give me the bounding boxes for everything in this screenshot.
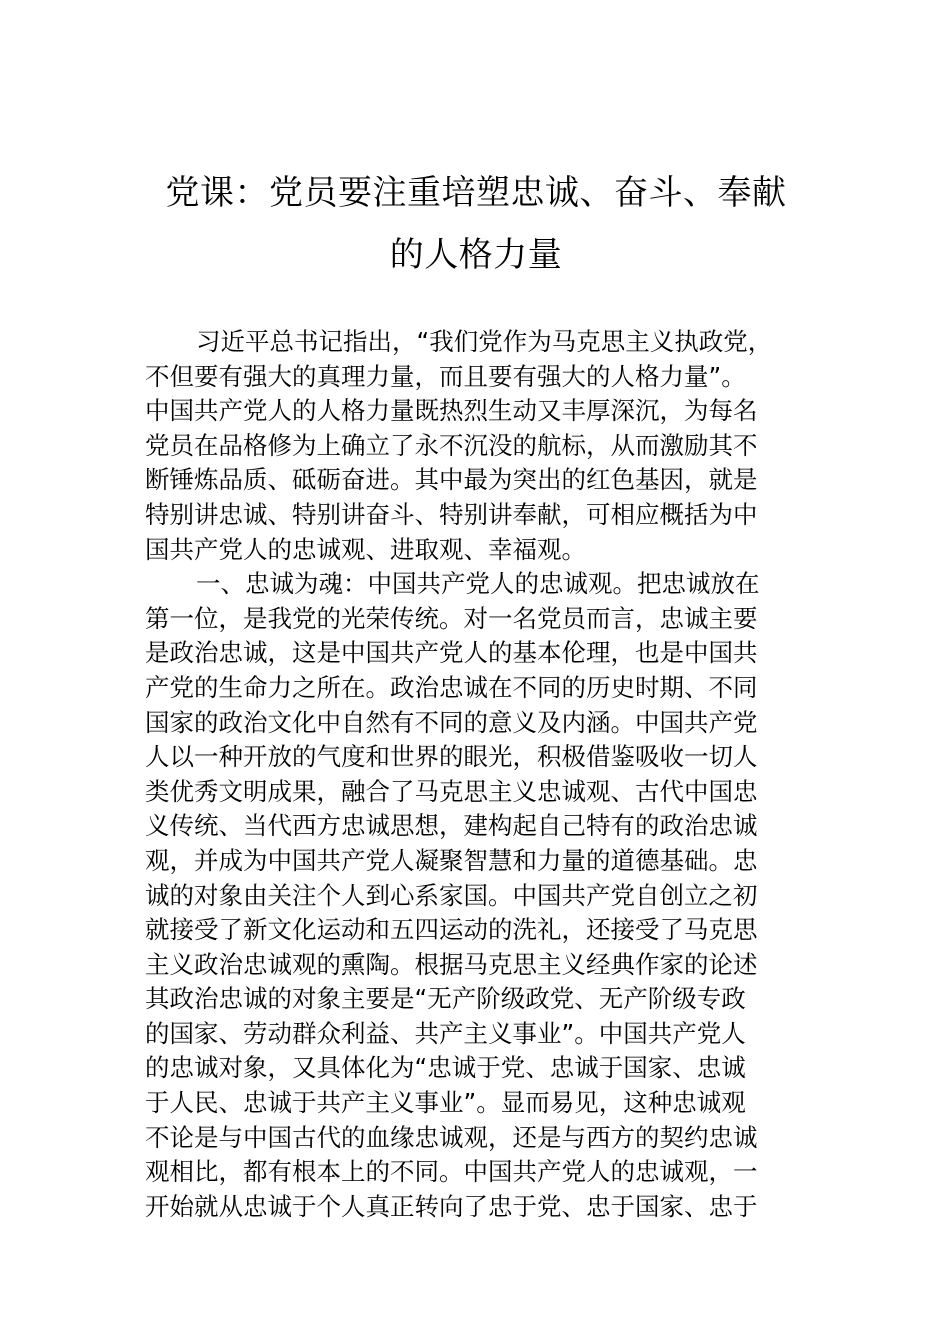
document-title	[145, 162, 807, 286]
text-line: 就接受了新文化运动和五四运动的洗礼，还接受了马克思	[145, 915, 758, 945]
paragraph-intro	[145, 325, 810, 567]
text-line: 中国共产党人的人格力量既热烈生动又丰厚深沉，为每名	[145, 396, 758, 426]
document-body	[145, 325, 810, 1224]
text-line: 特别讲忠诚、特别讲奋斗、特别讲奉献，可相应概括为中	[145, 499, 758, 529]
text-line: 开始就从忠诚于个人真正转向了忠于党、忠于国家、忠于	[145, 1191, 758, 1221]
text-line: 不论是与中国古代的血缘忠诚观，还是与西方的契约忠诚	[145, 1122, 758, 1152]
text-line: 人以一种开放的气度和世界的眼光，积极借鉴吸收一切人	[145, 742, 758, 772]
text-line: 党员在品格修为上确立了永不沉没的航标，从而激励其不	[145, 430, 758, 460]
text-line: 第一位，是我党的光荣传统。对一名党员而言，忠诚主要	[145, 603, 758, 633]
title-line: 的人格力量	[389, 235, 563, 275]
text-line: 观相比，都有根本上的不同。中国共产党人的忠诚观，一	[145, 1157, 758, 1187]
text-line: 不但要有强大的真理力量，而且要有强大的人格力量”。	[145, 361, 746, 391]
text-line: 的忠诚对象，又具体化为“忠诚于党、忠诚于国家、忠诚	[145, 1053, 746, 1083]
text-line: 义传统、当代西方忠诚思想，建构起自己特有的政治忠诚	[145, 811, 758, 841]
text-line: 主义政治忠诚观的熏陶。根据马克思主义经典作家的论述	[145, 949, 758, 979]
text-line: 国共产党人的忠诚观、进取观、幸福观。	[145, 534, 586, 564]
text-line: 习近平总书记指出，“我们党作为马克思主义执政党，	[196, 327, 773, 356]
text-line: 产党的生命力之所在。政治忠诚在不同的历史时期、不同	[145, 672, 758, 702]
title-line: 党课：党员要注重培塑忠诚、奋斗、奉献	[165, 173, 787, 213]
text-line: 的国家、劳动群众利益、共产主义事业”。中国共产党人	[145, 1018, 746, 1048]
text-line: 其政治忠诚的对象主要是“无产阶级政党、无产阶级专政	[145, 984, 746, 1014]
text-line: 国家的政治文化中自然有不同的意义及内涵。中国共产党	[145, 707, 758, 737]
text-line: 诚的对象由关注个人到心系家国。中国共产党自创立之初	[145, 880, 758, 910]
text-line: 一、忠诚为魂：中国共产党人的忠诚观。把忠诚放在	[196, 569, 760, 599]
text-line: 断锤炼品质、砥砺奋进。其中最为突出的红色基因，就是	[145, 465, 758, 495]
paragraph-section-one	[145, 567, 810, 1224]
text-line: 于人民、忠诚于共产主义事业”。显而易见，这种忠诚观	[145, 1088, 746, 1118]
text-line: 是政治忠诚，这是中国共产党人的基本伦理，也是中国共	[145, 638, 758, 668]
text-line: 观，并成为中国共产党人凝聚智慧和力量的道德基础。忠	[145, 845, 758, 875]
text-line: 类优秀文明成果，融合了马克思主义忠诚观、古代中国忠	[145, 776, 758, 806]
